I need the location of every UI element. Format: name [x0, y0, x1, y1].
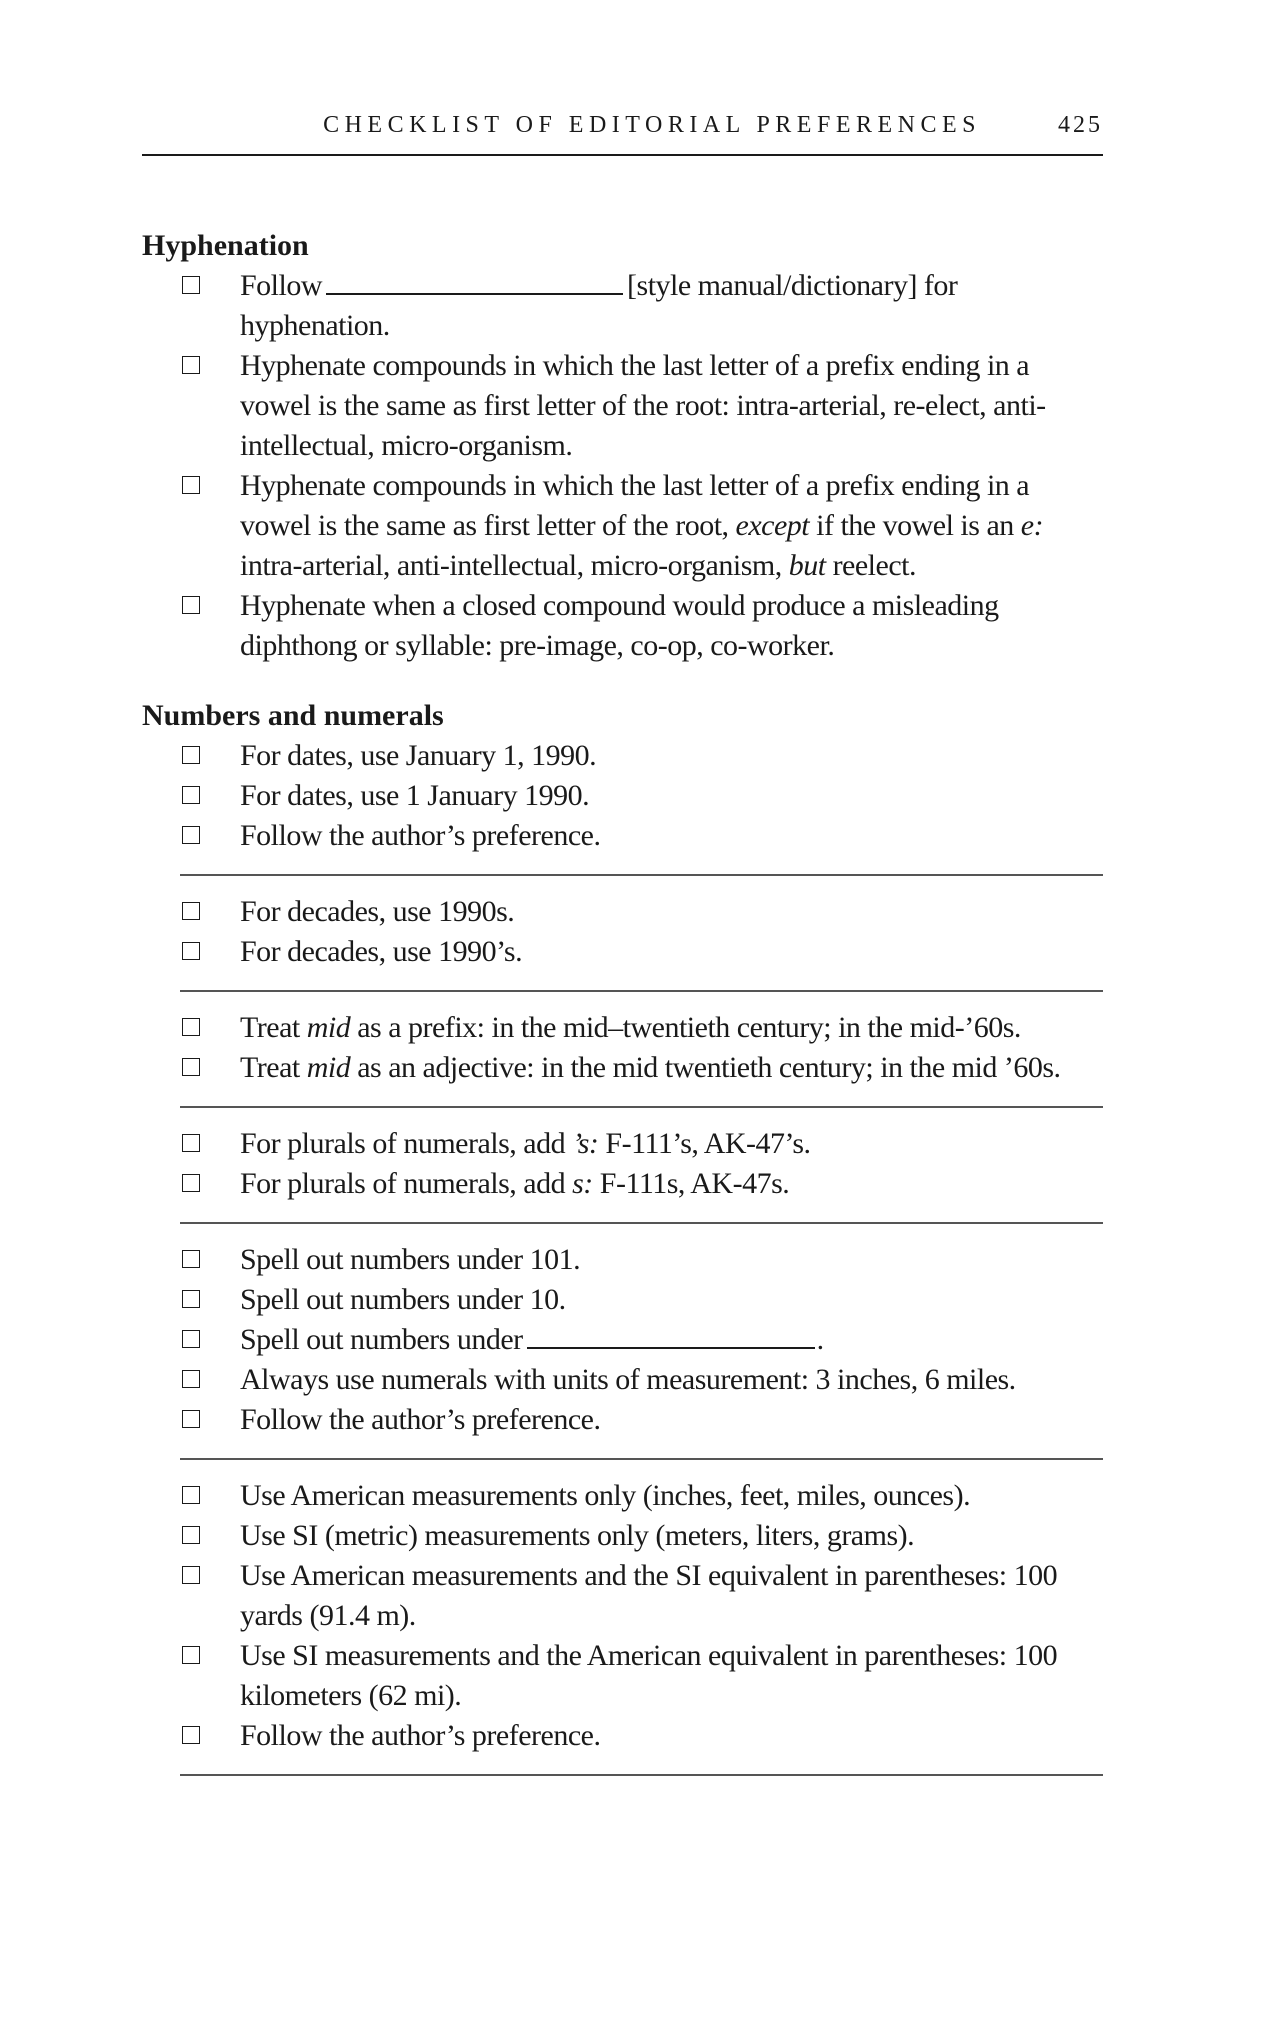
checklist-item: [180, 816, 1103, 856]
measurements-checklist: [180, 1476, 1103, 1756]
checklist-item: [180, 1476, 1103, 1516]
item-text: Always use numerals with units of measurement: 3 inches, 6 miles.: [240, 1363, 1016, 1396]
item-emphasis: mid: [306, 1011, 351, 1044]
checklist-item: [180, 1124, 1103, 1164]
item-text: Spell out numbers under 10.: [240, 1283, 566, 1316]
checkbox[interactable]: [182, 1410, 200, 1428]
checkbox[interactable]: [182, 1058, 200, 1076]
checkbox[interactable]: [182, 276, 200, 294]
checkbox[interactable]: [182, 1646, 200, 1664]
checklist-item: [180, 1400, 1103, 1440]
checklist-item: [180, 1164, 1103, 1204]
checklist-item: [180, 736, 1103, 776]
item-text: Use SI measurements and the American equivalent in parentheses: 100 kilometers (62 mi).: [240, 1639, 1058, 1712]
checklist-item: [180, 586, 1103, 666]
item-text: Hyphenate compounds in which the last letter of a prefix ending in a vowel is the same as first letter of the root,: [240, 469, 1030, 542]
checkbox[interactable]: [182, 1250, 200, 1268]
section-heading-hyphenation: Hyphenation: [142, 229, 309, 262]
item-text: Follow the author’s preference.: [240, 819, 601, 852]
item-text: [style manual/dictionary] for hyphenation.: [240, 269, 958, 342]
checklist-item: [180, 1240, 1103, 1280]
item-emphasis: except: [735, 509, 810, 542]
divider: [180, 990, 1103, 992]
running-head: [142, 108, 1103, 156]
checklist-item: [180, 1556, 1103, 1636]
checklist-item: [180, 776, 1103, 816]
checkbox[interactable]: [182, 356, 200, 374]
checkbox[interactable]: [182, 1726, 200, 1744]
item-text: Follow: [240, 269, 323, 302]
mid-checklist: [180, 1008, 1103, 1088]
checklist-item: [180, 346, 1103, 466]
checklist-item: [180, 266, 1103, 346]
divider: [180, 874, 1103, 876]
checklist-item: [180, 1048, 1103, 1088]
checklist-item: [180, 466, 1103, 586]
checkbox[interactable]: [182, 902, 200, 920]
checkbox[interactable]: [182, 1486, 200, 1504]
divider: [180, 1222, 1103, 1224]
item-emphasis: ’s:: [572, 1127, 599, 1160]
checkbox[interactable]: [182, 1018, 200, 1036]
item-text: For decades, use 1990s.: [240, 895, 515, 928]
item-text: Use American measurements and the SI equivalent in parentheses: 100 yards (91.4 m).: [240, 1559, 1058, 1632]
item-text: F-111s, AK-47s.: [599, 1167, 790, 1200]
item-text: For decades, use 1990’s.: [240, 935, 523, 968]
item-emphasis: mid: [306, 1051, 351, 1084]
item-text: Follow the author’s preference.: [240, 1403, 601, 1436]
checklist-item: [180, 1516, 1103, 1556]
checkbox[interactable]: [182, 1566, 200, 1584]
item-text: For plurals of numerals, add: [240, 1127, 566, 1160]
checklist-item: [180, 1320, 1103, 1360]
checkbox[interactable]: [182, 1174, 200, 1192]
checklist-item: [180, 892, 1103, 932]
item-text: Spell out numbers under 101.: [240, 1243, 581, 1276]
item-text: Use American measurements only (inches, feet, miles, ounces).: [240, 1479, 971, 1512]
checkbox[interactable]: [182, 1134, 200, 1152]
item-text: Treat: [240, 1051, 300, 1084]
item-text: For dates, use 1 January 1990.: [240, 779, 590, 812]
divider: [180, 1774, 1103, 1776]
section-heading-numbers: Numbers and numerals: [142, 699, 444, 732]
page-number: 425: [1058, 112, 1103, 138]
checklist-item: [180, 1636, 1103, 1716]
checklist-item: [180, 1280, 1103, 1320]
item-text: For dates, use January 1, 1990.: [240, 739, 597, 772]
spelling-checklist: [180, 1240, 1103, 1440]
item-text: Treat: [240, 1011, 300, 1044]
item-text: F-111’s, AK-47’s.: [605, 1127, 811, 1160]
dates-checklist: [180, 736, 1103, 856]
checkbox[interactable]: [182, 1526, 200, 1544]
item-emphasis: but: [788, 549, 826, 582]
item-text: intra-arterial, anti-intellectual, micro-organism,: [240, 549, 782, 582]
hyphenation-checklist: [180, 266, 1103, 666]
divider: [180, 1458, 1103, 1460]
checkbox[interactable]: [182, 476, 200, 494]
checklist-item: [180, 1360, 1103, 1400]
checkbox[interactable]: [182, 1290, 200, 1308]
item-text: if the vowel is an: [816, 509, 1014, 542]
content: [142, 226, 1103, 1792]
checkbox[interactable]: [182, 942, 200, 960]
item-text: .: [816, 1323, 824, 1356]
checkbox[interactable]: [182, 826, 200, 844]
item-text: For plurals of numerals, add: [240, 1167, 566, 1200]
plurals-checklist: [180, 1124, 1103, 1204]
checklist-item: [180, 932, 1103, 972]
item-text: Follow the author’s preference.: [240, 1719, 601, 1752]
running-title: CHECKLIST OF EDITORIAL PREFERENCES: [323, 112, 981, 138]
checkbox[interactable]: [182, 746, 200, 764]
checkbox[interactable]: [182, 786, 200, 804]
checkbox[interactable]: [182, 596, 200, 614]
fill-in-blank[interactable]: [326, 269, 623, 295]
item-text: Use SI (metric) measurements only (meters, liters, grams).: [240, 1519, 915, 1552]
item-text: Hyphenate compounds in which the last letter of a prefix ending in a vowel is the same as first letter of the root: intra-arterial, re-elect, anti-intellectual, micro-organism.: [240, 349, 1046, 462]
item-text: as a prefix: in the mid–twentieth century; in the mid-’60s.: [357, 1011, 1021, 1044]
item-emphasis: e:: [1020, 509, 1044, 542]
item-text: reelect.: [832, 549, 916, 582]
checklist-item: [180, 1008, 1103, 1048]
checklist-item: [180, 1716, 1103, 1756]
checkbox[interactable]: [182, 1370, 200, 1388]
item-text: Spell out numbers under: [240, 1323, 523, 1356]
item-text: Hyphenate when a closed compound would produce a misleading diphthong or syllable: pre-image, co-op, co-worker.: [240, 589, 999, 662]
item-emphasis: s:: [572, 1167, 593, 1200]
checkbox[interactable]: [182, 1330, 200, 1348]
item-text: as an adjective: in the mid twentieth century; in the mid ’60s.: [357, 1051, 1061, 1084]
decades-checklist: [180, 892, 1103, 972]
fill-in-blank[interactable]: [527, 1323, 815, 1349]
divider: [180, 1106, 1103, 1108]
